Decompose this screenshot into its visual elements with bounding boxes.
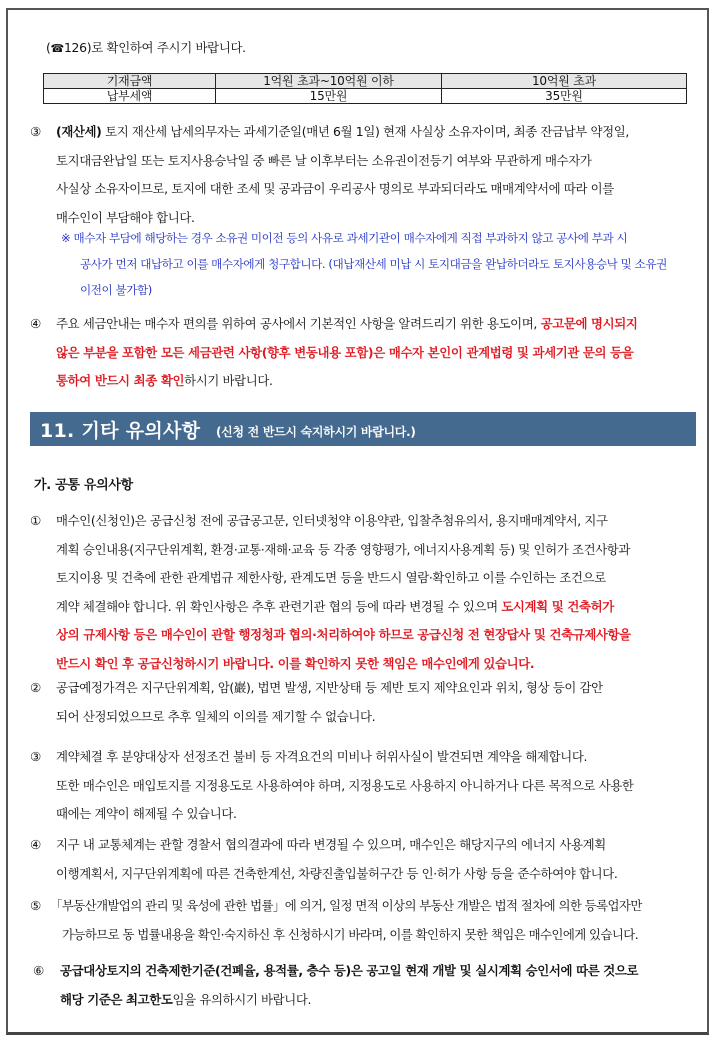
text-span: 계약 체결해야 합니다. 위 확인사항은 추후 관련기관 협의 등에 따라 변경될 수 있으며 <box>56 598 502 614</box>
emphasis-line: 상의 규제사항 등은 매수인이 관할 행정청과 협의·처리하여야 하므로 공급신청 전 현장답사 및 건축규제사항을 <box>56 627 631 642</box>
item-text <box>50 892 642 949</box>
item-text <box>56 831 618 888</box>
item-number: ⑥ <box>33 963 45 978</box>
item-number: ④ <box>30 837 42 852</box>
text-span: 매수자 부담에 해당하는 경우 소유권 미이전 등의 사유로 과세기관이 매수자에게 직접 부과하지 않고 공사에 부과 시 <box>73 231 628 245</box>
section-title: 11. 기타 유의사항 <box>40 420 201 442</box>
tax-amount-table <box>43 73 687 104</box>
table-row <box>44 89 687 104</box>
text-line: 계획 승인내용(지구단위계획, 환경·교통·재해·교육 등 각종 영향평가, 에너지사용계획 등) 및 인허가 조건사항과 <box>56 541 631 557</box>
subsection-title: 가. 공통 유의사항 <box>34 478 133 493</box>
text-line: 매수인이 부담해야 합니다. <box>56 209 195 225</box>
text-span: 임을 유의하시기 바랍니다. <box>172 991 312 1007</box>
table-header-row <box>44 74 687 89</box>
item-number: ④ <box>30 316 42 331</box>
text-line: 공사가 먼저 대납하고 이를 매수자에게 청구합니다. (대납재산세 미납 시 토지대금을 완납하더라도 토지사용승낙 및 소유권 <box>80 257 667 271</box>
item-text <box>56 674 603 731</box>
text-span: 토지 재산세 납세의무자는 과세기준일(매년 6월 1일) 현재 사실상 소유자이며, 최종 잔금납부 약정일, <box>101 124 629 139</box>
item-number: ⑤ <box>30 898 42 913</box>
text-line: 공급예정가격은 지구단위계획, 암(巖), 법면 발생, 지반상태 등 제반 토지 제약요인과 위치, 형상 등이 감안 <box>56 680 603 695</box>
text-line <box>60 986 638 1015</box>
text-line: 되어 산정되었으므로 추후 일체의 이의를 제기할 수 없습니다. <box>56 708 376 724</box>
text-line: 또한 매수인은 매입토지를 지정용도로 사용하여야 하며, 지정용도로 사용하지 아니하거나 다른 목적으로 사용한 <box>56 777 634 793</box>
table-cell: 35만원 <box>442 89 687 104</box>
table-cell: 납부세액 <box>44 89 216 104</box>
item-number: ③ <box>30 124 42 139</box>
emphasis-text: 도시계획 및 건축허가 <box>501 598 614 614</box>
item-text <box>60 957 638 1014</box>
emphasis-line: 않은 부분을 포함한 모든 세금관련 사항(향후 변동내용 포함)은 매수자 본인이 관계법령 및 과세기관 문의 등을 <box>56 344 634 360</box>
text-line: 매수인(신청인)은 공급신청 전에 공급공고문, 인터넷청약 이용약관, 입찰추첨유의서, 용지매매계약서, 지구 <box>56 513 608 528</box>
item-number: ② <box>30 680 42 695</box>
item-number: ① <box>30 513 42 528</box>
item-text <box>56 507 631 678</box>
table-header-cell: 기재금액 <box>44 74 216 89</box>
document-page <box>6 8 709 1035</box>
bold-text: 해당 기준은 최고한도 <box>60 991 173 1007</box>
bold-line: 공급대상토지의 건축제한기준(건폐율, 용적률, 층수 등)은 공고일 현재 개발 및 실시계획 승인서에 따른 것으로 <box>60 963 639 978</box>
text-span: 하시기 바랍니다. <box>184 373 273 388</box>
paren: ( <box>46 40 51 55</box>
reference-mark-icon: ※ <box>61 231 71 245</box>
text-line: 이행계획서, 지구단위계획에 따른 건축한계선, 차량진출입불허구간 등 인·허가 사항 등을 준수하여야 합니다. <box>56 865 618 881</box>
table-header-cell: 10억원 초과 <box>442 74 687 89</box>
bold-label: (재산세) <box>56 124 102 139</box>
section-header-11 <box>30 412 696 446</box>
text-line: 이전이 불가함) <box>80 283 152 297</box>
text-line: 때에는 계약이 해제될 수 있습니다. <box>56 806 237 821</box>
table-cell: 15만원 <box>216 89 442 104</box>
text-line: 계약체결 후 분양대상자 선정조건 불비 등 자격요건의 미비나 허위사실이 발견되면 계약을 해제합니다. <box>56 749 588 764</box>
text-line <box>56 310 638 339</box>
emphasis-line: 반드시 확인 후 공급신청하시기 바랍니다. 이를 확인하지 못한 책임은 매수인에게 있습니다. <box>56 655 535 671</box>
phone-icon: ☎ <box>50 42 64 55</box>
emphasis-text: 공고문에 명시되지 <box>540 316 638 331</box>
text-line <box>61 225 667 251</box>
text-line: 토지이용 및 건축에 관한 관계법규 제한사항, 관계도면 등을 반드시 열람·확인하고 이를 수인하는 조건으로 <box>56 570 606 585</box>
text-line: 지구 내 교통체계는 관할 경찰서 협의결과에 따라 변경될 수 있으며, 매수인은 해당지구의 에너지 사용계획 <box>56 837 606 852</box>
item-number: ③ <box>30 749 42 764</box>
note-block <box>61 225 667 303</box>
item-text <box>56 743 634 829</box>
emphasis-text: 통하여 반드시 최종 확인 <box>56 373 185 388</box>
text-line <box>56 593 631 622</box>
text-line: 토지대금완납일 또는 토지사용승낙일 중 빠른 날 이후부터는 소유권이전등기 여부와 무관하게 매수자가 <box>56 152 592 168</box>
intro-text: 126)로 확인하여 주시기 바랍니다. <box>63 40 246 55</box>
text-line <box>56 118 629 147</box>
table-header-cell: 1억원 초과~10억원 이하 <box>216 74 442 89</box>
item-text <box>56 310 638 396</box>
text-line: 「부동산개발업의 관리 및 육성에 관한 법률」에 의거, 일정 면적 이상의 부동산 개발은 법적 절차에 의한 등록업자만 <box>50 898 642 913</box>
item-text <box>56 118 629 232</box>
text-line: 사실상 소유자이므로, 토지에 대한 조세 및 공과금이 우리공사 명의로 부과되더라도 매매계약서에 따라 이를 <box>56 181 614 196</box>
text-span: 주요 세금안내는 매수자 편의를 위하여 공사에서 기본적인 사항을 알려드리기 위한 용도이며, <box>56 316 541 331</box>
text-line: 가능하므로 동 법률내용을 확인·숙지하신 후 신청하시기 바라며, 이를 확인하지 못한 책임은 매수인에게 있습니다. <box>62 926 639 942</box>
intro-line <box>46 34 246 62</box>
text-line <box>56 367 638 396</box>
section-subtitle: (신청 전 반드시 숙지하시기 바랍니다.) <box>216 425 416 439</box>
